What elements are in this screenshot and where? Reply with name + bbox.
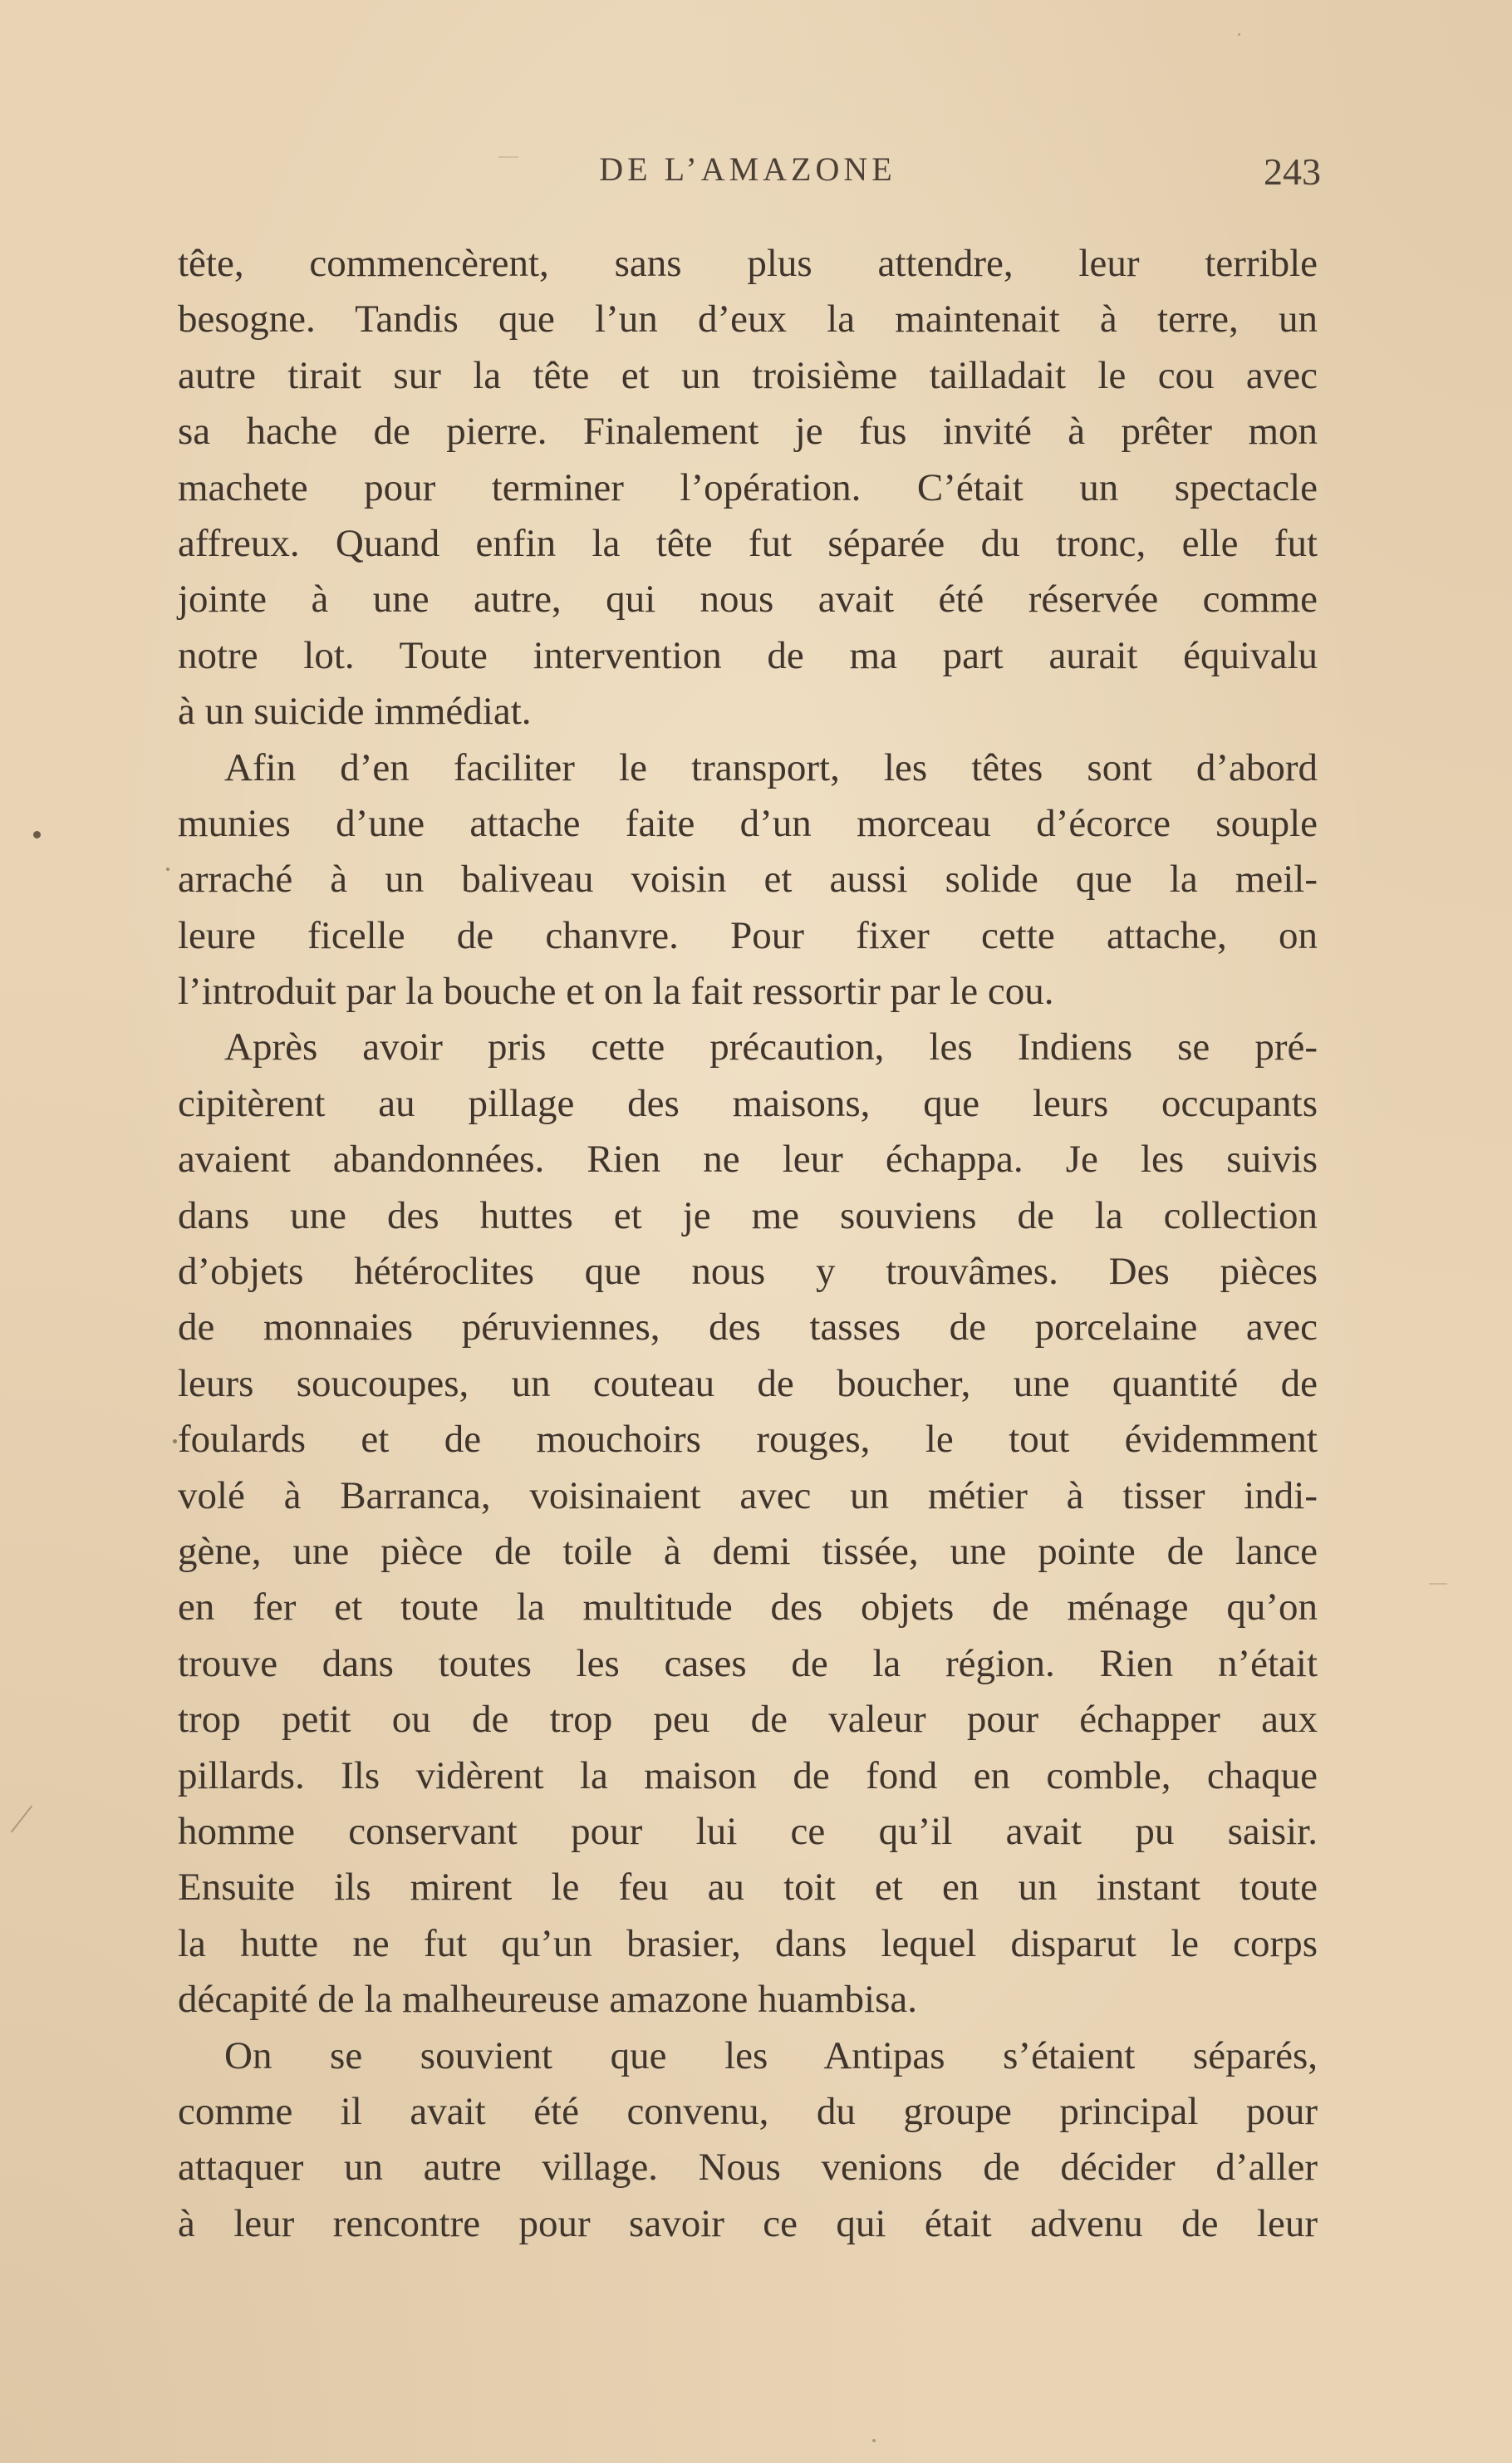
text-line: volé à Barranca, voisinaient avec un métier à tisser indi- [178,1473,1318,1517]
paragraph [178,236,1318,740]
text-line: autre tirait sur la tête et un troisième tailladait le cou avec [178,353,1318,397]
text-line: arraché à un baliveau voisin et aussi solide que la meil- [178,858,1318,902]
text-line: jointe à une autre, qui nous avait été réservée comme [178,578,1318,622]
text-line: avaient abandonnées. Rien ne leur échappa. Je les suivis [178,1138,1318,1182]
page-number: 243 [1264,150,1321,193]
paper-speck [173,1439,177,1443]
text-line: On se souvient que les Antipas s’étaient séparés, [224,2033,1318,2077]
text-line: besogne. Tandis que l’un d’eux la maintenait à terre, un [178,297,1318,342]
running-title: DE L’AMAZONE [599,150,896,188]
text-line: attaquer un autre village. Nous venions de décider d’aller [178,2146,1318,2190]
text-line: la hutte ne fut qu’un brasier, dans lequel disparut le corps [178,1921,1318,1965]
text-line: sa hache de pierre. Finalement je fus invité à prêter mon [178,410,1318,454]
text-line: dans une des huttes et je me souviens de la collection [178,1193,1318,1237]
text-line: décapité de la malheureuse amazone huambisa. [178,1978,917,2022]
paper-speck [872,2439,876,2442]
text-line: gène, une pièce de toile à demi tissée, une pointe de lance [178,1529,1318,1573]
paper-speck [33,831,41,838]
text-line: trop petit ou de trop peu de valeur pour échapper aux [178,1698,1318,1742]
text-line: tête, commencèrent, sans plus attendre, leur terrible [178,242,1318,285]
text-line: d’objets hétéroclites que nous y trouvâmes. Des pièces [178,1250,1318,1294]
paper-speck [166,868,169,871]
text-line: affreux. Quand enfin la tête fut séparée du tronc, elle fut [178,521,1318,565]
paper-scratch [1429,1583,1447,1585]
text-line: de monnaies péruviennes, des tasses de porcelaine avec [178,1305,1318,1349]
body-text [178,236,1318,2252]
text-line: comme il avait été convenu, du groupe principal pour [178,2089,1318,2133]
text-line: trouve dans toutes les cases de la région. Rien n’était [178,1641,1318,1685]
paper-scratch [11,1806,32,1833]
text-line: leure ficelle de chanvre. Pour fixer cette attache, on [178,913,1318,957]
text-line: machete pour terminer l’opération. C’était un spectacle [178,465,1318,509]
text-line: munies d’une attache faite d’un morceau d’écorce souple [178,801,1318,845]
text-line: homme conservant pour lui ce qu’il avait pu saisir. [178,1809,1318,1853]
paper-speck [1238,33,1240,36]
paragraph [178,2028,1318,2253]
paragraph [178,740,1318,1020]
text-line: Ensuite ils mirent le feu au toit et en un instant toute [178,1866,1318,1910]
page-header [174,150,1321,208]
text-line: pillards. Ils vidèrent la maison de fond en comble, chaque [178,1753,1318,1797]
paper-scratch [498,156,518,158]
text-line: Après avoir pris cette précaution, les Indiens se pré- [224,1025,1318,1069]
text-line: l’introduit par la bouche et on la fait ressortir par le cou. [178,970,1054,1014]
text-line: Afin d’en faciliter le transport, les têtes sont d’abord [224,745,1318,789]
text-line: foulards et de mouchoirs rouges, le tout évidemment [178,1418,1318,1462]
text-line: en fer et toute la multitude des objets de ménage qu’on [178,1585,1318,1630]
text-line: à un suicide immédiat. [178,690,532,734]
paragraph [178,1020,1318,2028]
text-line: notre lot. Toute intervention de ma part aurait équivalu [178,633,1318,677]
text-line: leurs soucoupes, un couteau de boucher, une quantité de [178,1361,1318,1405]
text-line: cipitèrent au pillage des maisons, que leurs occupants [178,1081,1318,1125]
text-line: à leur rencontre pour savoir ce qui était advenu de leur [178,2201,1318,2245]
